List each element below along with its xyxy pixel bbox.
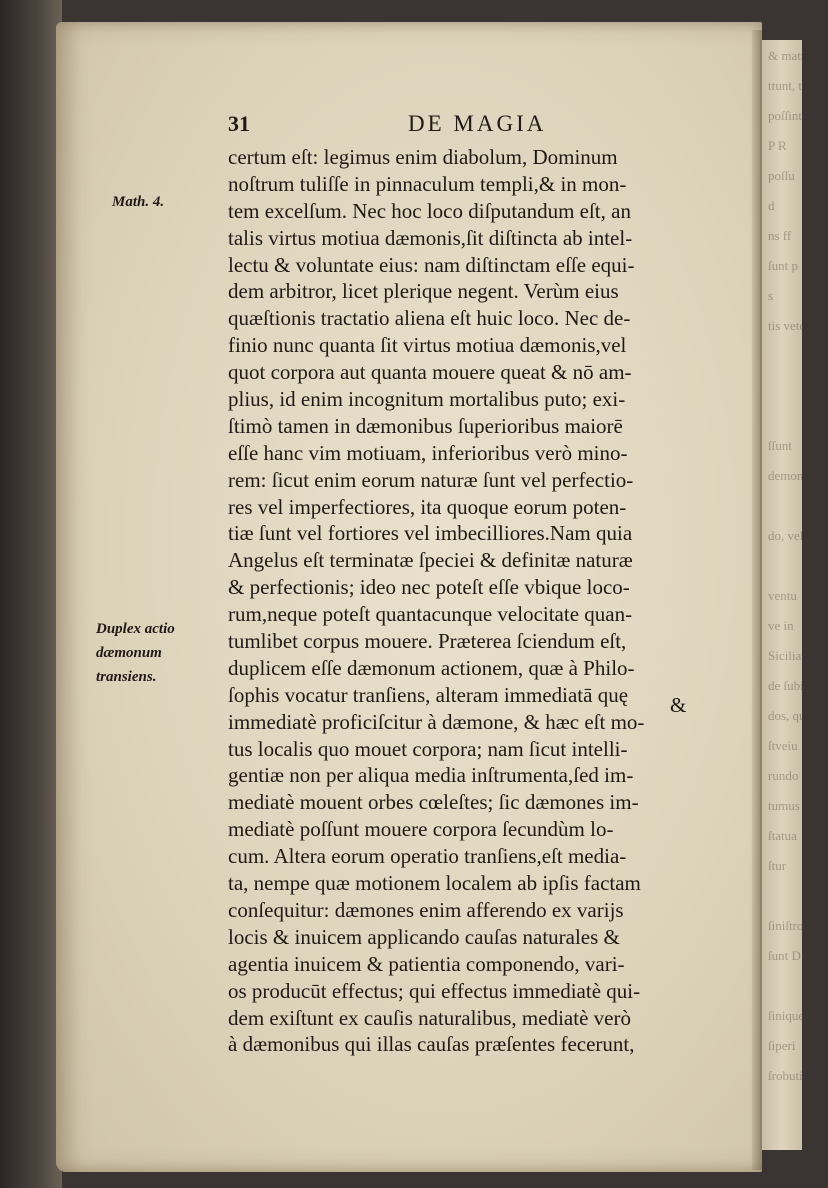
text-line: duplicem eſſe dæmonum actionem, quæ à Philo-: [228, 655, 635, 680]
text-line: agentia inuicem & patientia componendo, vari-: [228, 951, 625, 976]
text-line: gentiæ non per aliqua media inſtrumenta,ſed im-: [228, 763, 634, 788]
text-line: à dæmonibus qui illas cauſas præſentes fecerunt,: [228, 1032, 635, 1057]
text-line: tiæ ſunt vel fortiores vel imbecilliores.Nam quia: [228, 521, 633, 546]
text-line: ſtimò tamen in dæmonibus ſuperioribus maiorē: [228, 413, 623, 438]
text-line: res vel imperfectiores, ita quoque eorum poten-: [228, 494, 627, 519]
facing-page-fragment: d: [768, 198, 775, 213]
text-line: noſtrum tuliſſe in pinnaculum templi,& in mon-: [228, 171, 627, 196]
text-line: ta, nempe quæ motionem localem ab ipſis factam: [228, 871, 641, 896]
text-line: certum eſt: legimus enim diabolum, Dominum: [228, 145, 618, 169]
facing-page-fragment: rundo: [768, 768, 799, 783]
text-line: & perfectionis; ideo nec poteſt eſſe vbique loco-: [228, 575, 630, 600]
text-line: rem: ſicut enim eorum naturæ ſunt vel perfectio-: [228, 467, 634, 492]
facing-page-fragment: poſſu: [768, 168, 795, 183]
facing-page-fragment: ventu: [768, 588, 797, 603]
text-line: immediatè proficiſcitur à dæmone, & hæc eſt mo-: [228, 709, 645, 734]
margin-note-duplex-actio: [96, 617, 175, 689]
facing-page-fragment: P R: [768, 138, 787, 153]
facing-page-fragment: ſſunt: [768, 438, 792, 453]
text-line: tem excelſum. Nec hoc loco diſputandum eſt, an: [228, 198, 631, 223]
text-line: quot corpora aut quanta mouere queat & nō am-: [228, 360, 632, 385]
facing-page-fragment: Sicilia: [768, 648, 802, 663]
facing-page-fragment: ve in: [768, 618, 794, 633]
text-line: locis & inuicem applicando cauſas naturales &: [228, 924, 620, 949]
text-line: os producūt effectus; qui effectus immediatè qui-: [228, 978, 641, 1003]
text-line: conſequitur: dæmones enim afferendo ex varijs: [228, 897, 624, 922]
text-line: dem exiſtunt ex cauſis naturalibus, mediatè verò: [228, 1005, 631, 1030]
facing-page-fragment: ſrobuti: [768, 1068, 803, 1083]
running-title: DE MAGIA: [408, 111, 547, 136]
text-line: tus localis quo mouet corpora; nam ſicut intelli-: [228, 736, 628, 761]
facing-page-fragment: ſtur: [768, 858, 787, 873]
main-text-block: [228, 144, 700, 1058]
facing-page-fragment: [768, 340, 828, 370]
facing-page-fragment: tumus: [768, 798, 800, 813]
text-line: cum. Altera eorum operatio tranſiens,eſt media-: [228, 844, 627, 869]
facing-page-fragment: tis veto: [768, 318, 806, 333]
facing-page-fragment: ſunt D: [768, 948, 801, 963]
text-line: Angelus eſt terminatæ ſpeciei & definitæ naturæ: [228, 548, 633, 573]
text-line: eſſe hanc vim motiuam, inferioribus verò mino-: [228, 440, 628, 465]
text-line: mediatè poſſunt mouere corpora ſecundùm lo-: [228, 817, 614, 842]
text-line: dem arbitror, licet plerique negent. Verùm eius: [228, 279, 619, 304]
page-number: 31: [228, 111, 250, 136]
facing-page-fragment: ſiniſtro: [768, 918, 804, 933]
text-line: plius, id enim incognitum mortalibus puto; exi-: [228, 387, 626, 412]
facing-page-fragment: ſinique: [768, 1008, 805, 1023]
facing-page-fragment: ſtatua: [768, 828, 797, 843]
text-line: rum,neque poteſt quantacunque velocitate quan-: [228, 602, 633, 627]
facing-page-fragment: demon: [768, 468, 804, 483]
facing-page-fragment: [768, 550, 828, 580]
text-line: tumlibet corpus mouere. Præterea ſciendum eſt,: [228, 629, 627, 654]
facing-page-fragment: ttunt, ti: [768, 78, 806, 93]
facing-page-fragment: [768, 490, 828, 520]
margin-note-line-2: dæmonum: [96, 645, 162, 661]
text-line: ſophis vocatur tranſiens, alteram immediatā quę: [228, 682, 629, 707]
text-line: quæſtionis tractatio aliena eſt huic loco. Nec de-: [228, 306, 631, 331]
facing-page-fragment: ſtveiu: [768, 738, 798, 753]
facing-page-fragment: & matr: [768, 48, 806, 63]
running-head: [228, 111, 698, 141]
margin-note-line-1: Duplex actio: [96, 621, 175, 637]
margin-note-math-reference: Math. 4.: [112, 194, 165, 210]
facing-page-fragment: ns ff: [768, 228, 792, 243]
facing-page-fragment: [768, 970, 828, 1000]
facing-page-fragment: dos, qu: [768, 708, 806, 723]
text-line: finio nunc quanta ſit virtus motiua dæmonis,vel: [228, 333, 627, 358]
facing-page-text-fragments: [768, 40, 828, 1090]
facing-page-fragment: [768, 370, 828, 400]
facing-page-fragment: ſiperi: [768, 1038, 796, 1053]
facing-page-fragment: s: [768, 288, 774, 303]
margin-note-line-3: transiens.: [96, 669, 157, 685]
margin-note-scripture: [112, 190, 164, 214]
facing-page-edge: [760, 40, 806, 1150]
facing-page-fragment: ſunt p: [768, 258, 798, 273]
facing-page-fragment: de ſubi: [768, 678, 804, 693]
facing-page-fragment: [768, 400, 828, 430]
book-binding-shadow: [0, 0, 62, 1188]
facing-page-fragment: [768, 880, 828, 910]
text-line: talis virtus motiua dæmonis,ſit diſtincta ab intel-: [228, 225, 633, 250]
text-line: mediatè mouent orbes cœleſtes; ſic dæmones im-: [228, 790, 639, 815]
catchword: &: [670, 693, 687, 717]
facing-page-fragment: do, vel: [768, 528, 804, 543]
facing-page-fragment: poſſint: [768, 108, 802, 123]
text-line: lectu & voluntate eius: nam diſtinctam eſſe equi-: [228, 252, 635, 277]
